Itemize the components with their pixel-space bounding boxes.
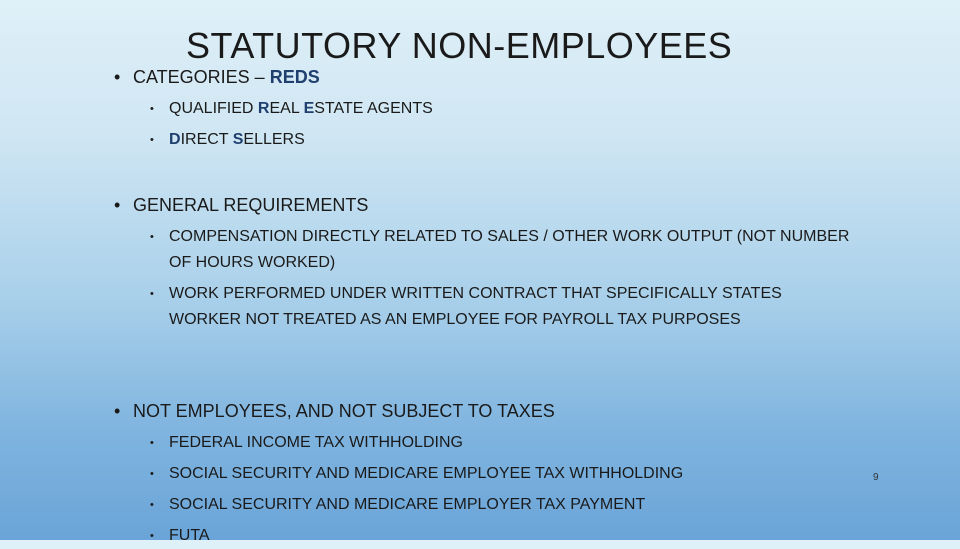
item-text: SOCIAL SECURITY AND MEDICARE EMPLOYEE TAX WITHHOLDING <box>169 465 684 482</box>
bullet-dot: • <box>150 288 154 300</box>
item-text: FEDERAL INCOME TAX WITHHOLDING <box>169 434 463 451</box>
item-text: COMPENSATION DIRECTLY RELATED TO SALES / OTHER WORK OUTPUT (NOT NUMBER OF HOURS WORKED) <box>169 228 850 271</box>
acronym-letter: R <box>257 100 270 117</box>
item-text: STATE AGENTS <box>314 100 433 117</box>
sub-bullet-written-contract <box>150 281 810 333</box>
sub-bullet-employee-tax <box>150 461 870 487</box>
sub-bullet-direct-sellers <box>150 127 870 153</box>
item-text: FUTA <box>169 527 210 544</box>
not-employees-label: NOT EMPLOYEES, AND NOT SUBJECT TO TAXES <box>133 401 555 421</box>
sub-bullet-real-estate-agents <box>150 96 870 122</box>
item-text: SOCIAL SECURITY AND MEDICARE EMPLOYER TAX PAYMENT <box>169 496 646 513</box>
item-text: EAL <box>269 100 304 117</box>
bullet-categories <box>114 66 320 88</box>
acronym-letter: E <box>303 100 315 117</box>
sub-bullet-futa <box>150 523 870 549</box>
bullet-dot: • <box>150 530 154 542</box>
bullet-dot: • <box>150 437 154 449</box>
item-text: QUALIFIED <box>169 100 258 117</box>
bullet-dot: • <box>150 231 154 243</box>
bullet-dot: • <box>114 67 121 87</box>
item-text: WORK PERFORMED UNDER WRITTEN CONTRACT THAT SPECIFICALLY STATES WORKER NOT TREATED AS AN EMPLOYEE FOR PAYROLL TAX PURPOSES <box>169 285 782 328</box>
bullet-dot: • <box>150 134 154 146</box>
bullet-dot: • <box>150 468 154 480</box>
item-text: IRECT <box>180 131 233 148</box>
bullet-dot: • <box>150 103 154 115</box>
item-text: ELLERS <box>243 131 305 148</box>
bullet-dot: • <box>150 499 154 511</box>
bullet-not-employees <box>114 400 555 422</box>
bullet-general-requirements <box>114 194 368 216</box>
page-number: 9 <box>873 472 879 483</box>
sub-bullet-federal-income-tax <box>150 430 870 456</box>
categories-label: CATEGORIES – <box>133 67 270 87</box>
acronym-letter: D <box>169 131 181 148</box>
bullet-dot: • <box>114 195 121 215</box>
sub-bullet-employer-tax <box>150 492 870 518</box>
bullet-dot: • <box>114 401 121 421</box>
sub-bullet-compensation <box>150 224 870 276</box>
slide-title: STATUTORY NON-EMPLOYEES <box>186 25 733 66</box>
acronym-letter: S <box>232 131 244 148</box>
general-label: GENERAL REQUIREMENTS <box>133 195 369 215</box>
categories-acronym: REDS <box>269 67 320 87</box>
